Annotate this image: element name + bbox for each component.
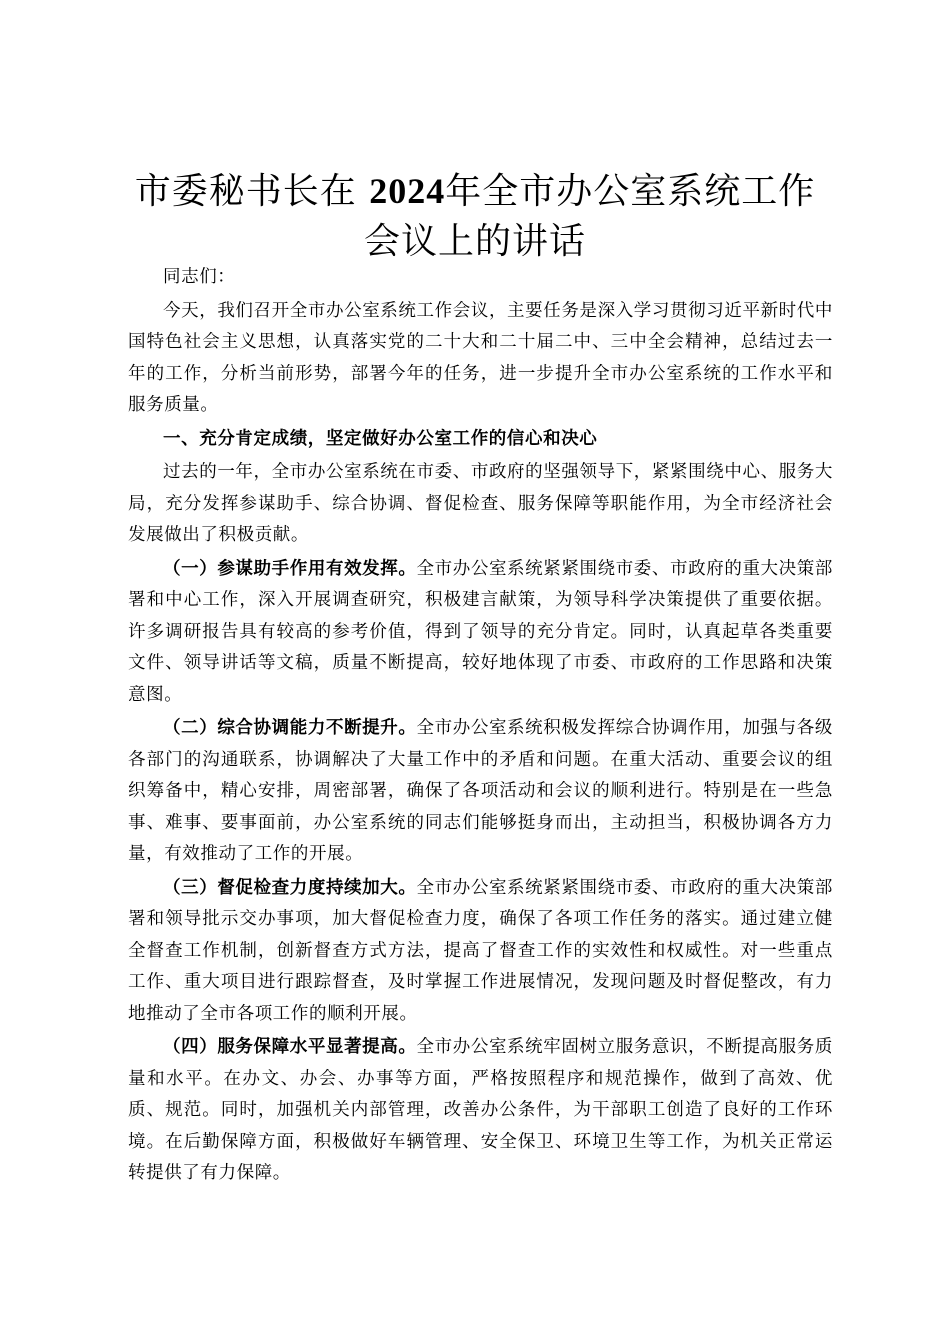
item-text: 全市办公室系统牢固树立服务意识，不断提高服务质量和水平。在办文、办会、办事等方面，严格按照程序和规范操作，做到了高效、优质、规范。同时，加强机关内部管理，改善办公条件，为干部职工创造了良好的工作环境。在后勤保障方面，积极做好车辆管理、安全保卫、环境卫生等工作，为机关正常运转提供了有力保障。 (128, 1037, 833, 1183)
title-year: 2024 (369, 171, 446, 211)
item-lead: （一）参谋助手作用有效发挥。 (163, 558, 417, 579)
document-title (120, 166, 830, 267)
title-prefix: 市委秘书长在 (134, 171, 370, 212)
item-paragraph-2 (128, 713, 833, 871)
item-paragraph-1 (128, 554, 833, 712)
item-lead: （三）督促检查力度持续加大。 (163, 877, 417, 898)
item-paragraph-4 (128, 1032, 833, 1190)
item-text: 全市办公室系统积极发挥综合协调作用，加强与各级各部门的沟通联系，协调解决了大量工作中的矛盾和问题。在重大活动、重要会议的组织筹备中，精心安排，周密部署，确保了各项活动和会议的顺利进行。特别是在一些急事、难事、要事面前，办公室系统的同志们能够挺身而出，主动担当，积极协调各方力量，有效推动了工作的开展。 (128, 718, 833, 864)
section-heading: 一、充分肯定成绩，坚定做好办公室工作的信心和决心 (163, 428, 598, 449)
section-intro-paragraph: 过去的一年，全市办公室系统在市委、市政府的坚强领导下，紧紧围绕中心、服务大局，充分发挥参谋助手、综合协调、督促检查、服务保障等职能作用，为全市经济社会发展做出了积极贡献。 (128, 462, 833, 545)
item-text: 全市办公室系统紧紧围绕市委、市政府的重大决策部署和领导批示交办事项，加大督促检查力度，确保了各项工作任务的落实。通过建立健全督查工作机制，创新督查方式方法，提高了督查工作的实效性和权威性。对一些重点工作、重大项目进行跟踪督查，及时掌握工作进展情况，发现问题及时督促整改，有力地推动了全市各项工作的顺利开展。 (128, 877, 833, 1024)
salutation: 同志们： (163, 267, 236, 287)
title-suffix: 年全市办公室系统工作会议上的讲话 (363, 171, 816, 262)
document-body (128, 262, 833, 1190)
item-lead: （二）综合协调能力不断提升。 (163, 718, 417, 738)
item-text: 全市办公室系统紧紧围绕市委、市政府的重大决策部署和中心工作，深入开展调查研究，积极建言献策，为领导科学决策提供了重要依据。许多调研报告具有较高的参考价值，得到了领导的充分肯定。同时，认真起草各类重要文件、领导讲话等文稿，质量不断提高，较好地体现了市委、市政府的工作思路和决策意图。 (128, 558, 833, 705)
item-lead: （四）服务保障水平显著提高。 (163, 1037, 417, 1057)
item-paragraph-3 (128, 873, 833, 1031)
intro-paragraph: 今天，我们召开全市办公室系统工作会议，主要任务是深入学习贯彻习近平新时代中国特色社会主义思想，认真落实党的二十大和二十届二中、三中全会精神，总结过去一年的工作，分析当前形势，部署今年的任务，进一步提升全市办公室系统的工作水平和服务质量。 (128, 300, 833, 415)
